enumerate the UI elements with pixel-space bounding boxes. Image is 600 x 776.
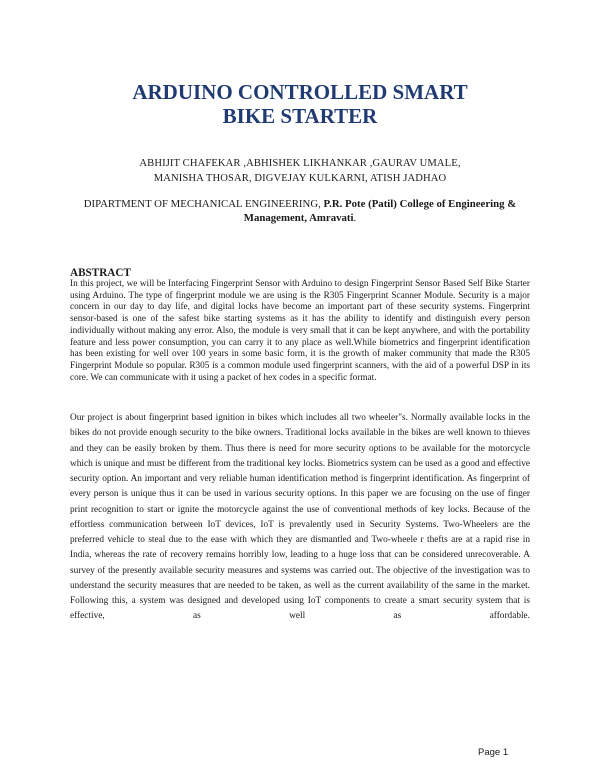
paper-title	[0, 80, 600, 128]
authors-line-2: MANISHA THOSAR, DIGVEJAY KULKARNI, ATISH JADHAO	[153, 172, 447, 184]
affiliation	[60, 197, 540, 225]
abstract-paragraph-1: In this project, we will be Interfacing Fingerprint Sensor with Arduino to design Fingerprint Sensor Based Self Bike Starter using Arduino. The type of fingerprint module we are using is the R305 Fingerprint Scanner Module. Security is a major concern in our day to day life, and digital locks have become an important part of these security systems. Fingerprint sensor-based is one of the safest bike starting systems as it has the ability to identify and distinguish every person individually without making any error. Also, the module is very small that it can be kept anywhere, and with the portability feature and less power consumption, you can carry it to any place as well.While biometrics and fingerprint identification has been existing for well over 100 years in some basic form, it is the growth of maker community that made the R305 Fingerprint Module so popular. R305 is a common module used fingerprint scanners, with the aid of a powerful DSP in its core. We can communicate with it using a packet of hex codes in a specific format.	[70, 279, 530, 383]
authors-line-1: ABHIJIT CHAFEKAR ,ABHISHEK LIKHANKAR ,GAURAV UMALE,	[139, 158, 461, 169]
college-name: P.R. Pote (Patil) College of Engineering & Management, Amravati	[243, 198, 517, 224]
page-number: Page 1	[478, 747, 509, 758]
affiliation-period: .	[353, 212, 357, 224]
title-line-2: BIKE STARTER	[222, 104, 378, 128]
author-list	[0, 157, 600, 186]
abstract-paragraph-2: Our project is about fingerprint based ignition in bikes which includes all two wheeler"s. Normally available locks in the bikes do not provide enough security to the bike owners. Traditional locks available in the bikes are well known to thieves and they can be easily broken by them. Thus there is need for more security options to be available for the motorcycle which is unique and must be different from the traditional key locks. Biometrics system can be used as a good and effective security option. An important and very reliable human identification method is fingerprint identification. As fingerprint of every person is unique thus it can be used in various security options. In this paper we are focusing on the use of finger print recognition to start or ignite the motorcycle against the use of conventional methods of key locks. Because of the effortless communication between IoT devices, IoT is prevalently used in Security Systems. Two-Wheelers are the preferred vehicle to steal due to the ease with which they are dismantled and Two-wheele r thefts are at a rapid rise in India, whereas the rate of recovery remains horribly low, leading to a huge loss that can be considered unrecoverable. A survey of the presently available security measures and systems was carried out. The objective of the investigation was to understand the security measures that are needed to be taken, as well as the current availability of the same in the market. Following this, a system was designed and developed using IoT components to create a smart security system that is effective, as well as affordable.	[70, 413, 530, 622]
department: DIPARTMENT OF MECHANICAL ENGINEERING,	[83, 198, 321, 210]
abstract-heading: ABSTRACT	[70, 267, 131, 279]
title-line-1: ARDUINO CONTROLLED SMART	[132, 80, 468, 104]
